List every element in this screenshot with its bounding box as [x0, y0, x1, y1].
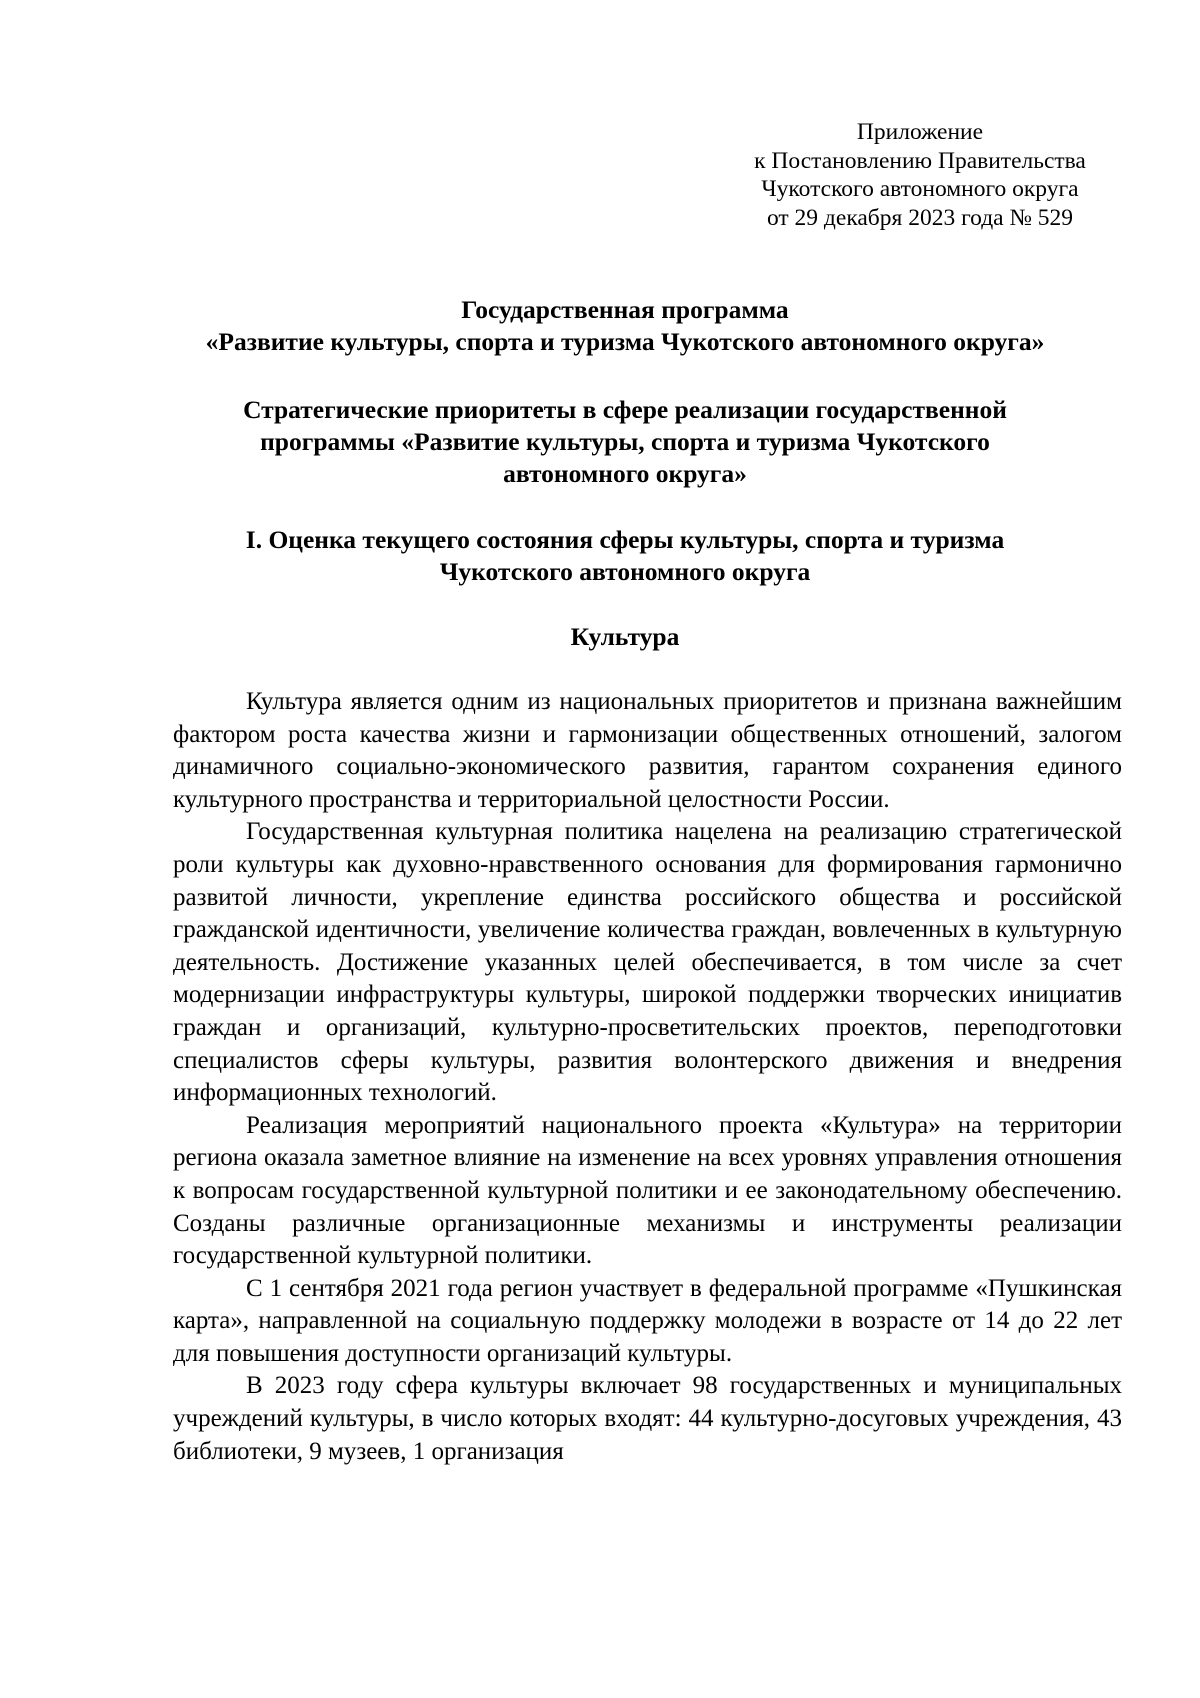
section-title-line: I. Оценка текущего состояния сферы культуры, спорта и туризма — [245, 525, 1005, 554]
appendix-header — [740, 118, 1100, 232]
subsection-title — [130, 621, 1120, 653]
appendix-label: Приложение — [856, 119, 984, 145]
appendix-resolution-line: к Постановлению Правительства — [754, 147, 1086, 174]
paragraph: С 1 сентября 2021 года регион участвует в федеральной программе «Пушкинская карта», направленной на социальную поддержку молодежи в возрасте от 14 до 22 лет для повышения доступности организаций культуры. — [173, 1274, 1122, 1367]
priorities-title — [130, 394, 1120, 490]
paragraph: Культура является одним из национальных приоритетов и признана важнейшим фактором роста качества жизни и гармонизации общественных отношений, залогом динамичного социально-экономического развития, гарантом сохранения единого культурного пространства и территориальной целостности России. — [173, 688, 1122, 813]
paragraph: Реализация мероприятий национального проекта «Культура» на территории региона оказала заметное влияние на изменение на всех уровнях управления отношения к вопросам государственной культурной политики и ее законодательному обеспечению. Созданы различные организационные механизмы и инструменты реализации государственной культурной политики. — [173, 1111, 1122, 1270]
section-title — [130, 524, 1120, 588]
program-title-line: «Развитие культуры, спорта и туризма Чукотского автономного округа» — [205, 327, 1045, 356]
priorities-title-line: Стратегические приоритеты в сфере реализации государственной — [243, 395, 1007, 424]
paragraph: В 2023 году сфера культуры включает 98 государственных и муниципальных учреждений культуры, в число которых входят: 44 культурно-досуговых учреждения, 43 библиотеки, 9 музеев, 1 организация — [173, 1372, 1122, 1465]
body-text — [173, 686, 1122, 1468]
appendix-date-line: от 29 декабря 2023 года № 529 — [766, 204, 1074, 231]
paragraph: Государственная культурная политика нацелена на реализацию стратегической роли культуры как духовно-нравственного основания для формирования гармонично развитой личности, укрепление единства российского общества и российской гражданской идентичности, увеличение количества граждан, вовлеченных в культурную деятельность. Достижение указанных целей обеспечивается, в том числе за счет модернизации инфраструктуры культуры, широкой поддержки творческих инициатив граждан и организаций, культурно-просветительских проектов, переподготовки специалистов сферы культуры, развития волонтерского движения и внедрения информационных технологий. — [173, 818, 1122, 1107]
program-title-line: Государственная программа — [461, 295, 789, 324]
program-title — [130, 294, 1120, 358]
section-title-line: Чукотского автономного округа — [439, 557, 811, 586]
appendix-region-line: Чукотского автономного округа — [761, 176, 1079, 202]
subsection-title-text: Культура — [570, 622, 680, 651]
priorities-title-line: автономного округа» — [503, 459, 747, 488]
priorities-title-line: программы «Развитие культуры, спорта и туризма Чукотского — [260, 427, 990, 456]
